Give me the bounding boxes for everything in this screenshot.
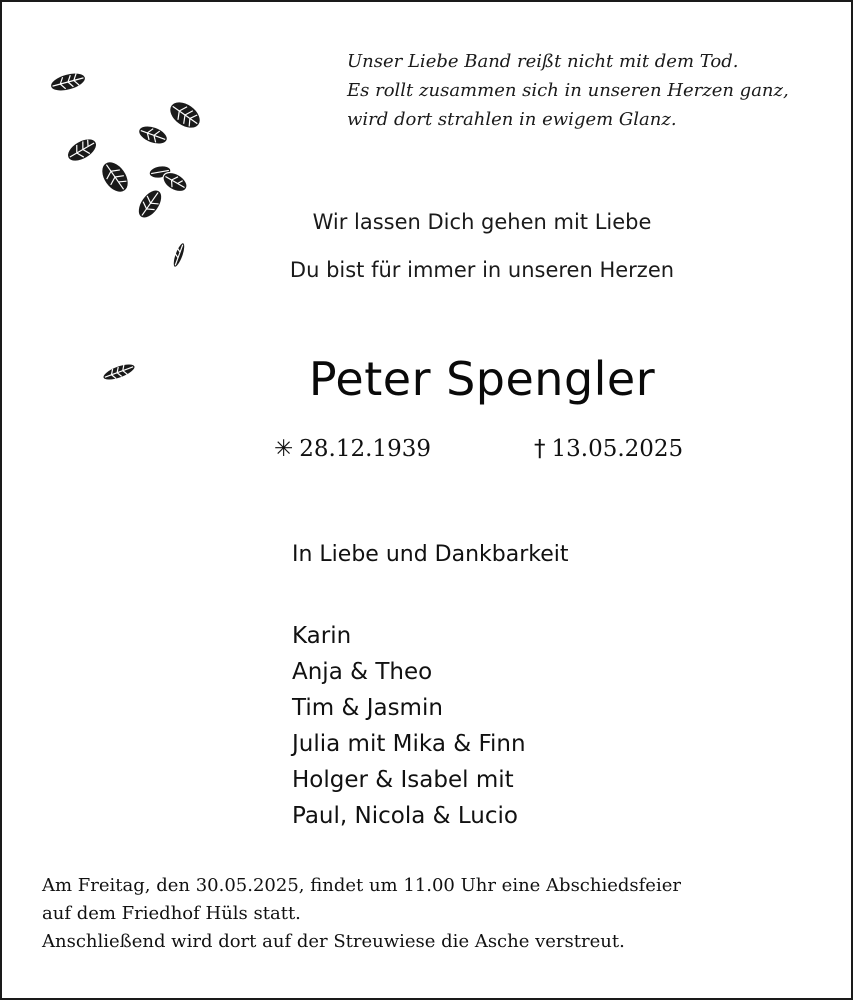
poem-line: wird dort strahlen in ewigem Glanz. — [347, 109, 677, 130]
mourners-list — [292, 618, 526, 834]
leaf-icon — [165, 96, 205, 134]
leaf-icon — [133, 186, 166, 223]
ceremony-line: auf dem Friedhof Hüls statt. — [42, 903, 301, 924]
mourner-name: Karin — [292, 623, 352, 649]
falling-leaves-icon — [2, 2, 222, 402]
motto-line-2: Du bist für immer in unseren Herzen — [289, 258, 675, 282]
poem-line: Unser Liebe Band reißt nicht mit dem Tod. — [347, 51, 739, 72]
leaf-icon — [101, 361, 137, 384]
leaf-icon — [136, 122, 170, 147]
mourner-name: Holger & Isabel mit — [292, 767, 514, 793]
death-cross-icon: † — [534, 436, 546, 462]
birth-star-icon: ✳ — [274, 436, 294, 462]
ceremony-line: Am Freitag, den 30.05.2025, findet um 11.00 Uhr eine Abschiedsfeier — [42, 875, 681, 896]
mourner-name: Anja & Theo — [292, 659, 433, 685]
ceremony-info — [42, 872, 832, 956]
mourners-intro: In Liebe und Dankbarkeit — [292, 542, 569, 567]
death-date — [534, 436, 683, 462]
mourner-name: Tim & Jasmin — [292, 695, 443, 721]
deceased-name: Peter Spengler — [308, 352, 656, 406]
poem — [347, 47, 827, 134]
poem-line: Es rollt zusammen sich in unseren Herzen ganz, — [347, 80, 789, 101]
death-date-value: 13.05.2025 — [551, 436, 684, 462]
birth-date — [274, 436, 431, 462]
leaf-icon — [49, 70, 88, 95]
motto-line-1: Wir lassen Dich gehen mit Liebe — [312, 210, 652, 234]
mourner-name: Paul, Nicola & Lucio — [292, 803, 518, 829]
leaf-icon — [96, 157, 134, 197]
mourner-name: Julia mit Mika & Finn — [292, 731, 526, 757]
ceremony-line: Anschließend wird dort auf der Streuwiese die Asche verstreut. — [42, 931, 625, 952]
leaf-icon — [64, 134, 101, 166]
birth-date-value: 28.12.1939 — [299, 436, 431, 462]
